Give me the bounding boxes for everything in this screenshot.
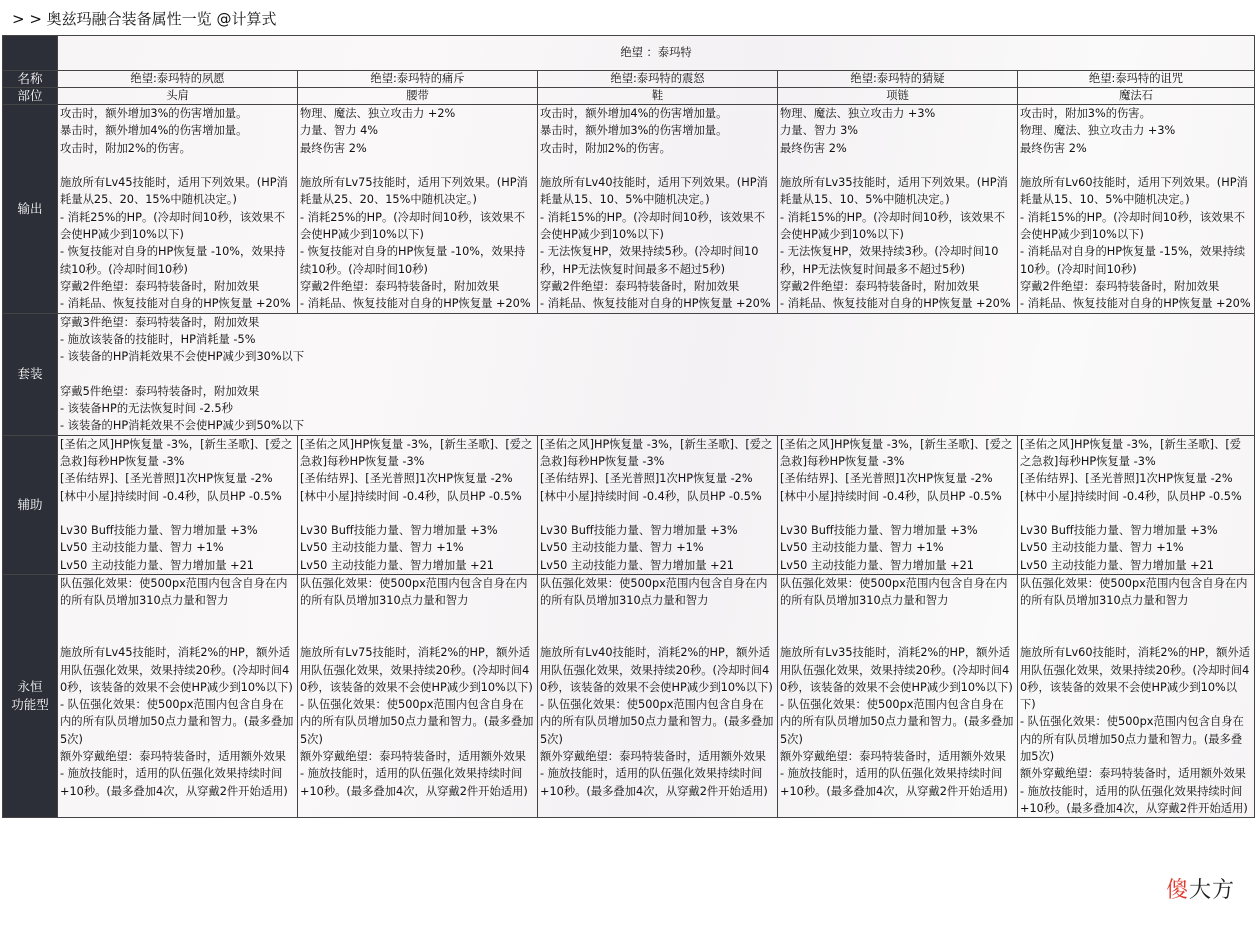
item-name: 绝望:泰玛特的震怒 [538,71,778,88]
support-cell: [圣佑之风]HP恢复量 -3%，[新生圣歌]、[爱之急救]每秒HP恢复量 -3% [圣佑结界]、[圣光普照]1次HP恢复量 -2% [林中小屋]持续时间 -0.4秒，队员HP -0.5% Lv30 Buff技能力量、智力增加量 +3% Lv50 主动技能力量、智力 +1% Lv50 主动技能力量、智力增加量 +21 [778,435,1018,574]
item-name: 绝望:泰玛特的诅咒 [1018,71,1255,88]
eternal-row [3,575,1255,818]
watermark-rest: 大方 [1189,878,1236,903]
row-label-part: 部位 [3,88,58,105]
output-cell: 攻击时，额外增加3%的伤害增加量。 暴击时，额外增加4%的伤害增加量。 攻击时，附加2%的伤害。 施放所有Lv45技能时，适用下列效果。(HP消耗量从25、20、15%中随机决定。) - 消耗25%的HP。(冷却时间10秒，该效果不会使HP减少到10%以下) - 恢复技能对自身的HP恢复量 -10%，效果持续10秒。(冷却时间10秒) 穿戴2件绝望：泰玛特装备时，附加效果 - 消耗品、恢复技能对自身的HP恢复量 +20% [58,105,298,314]
item-part: 鞋 [538,88,778,105]
output-row [3,105,1255,314]
row-label-eternal: 永恒 功能型 [3,575,58,818]
row-label-support: 辅助 [3,435,58,574]
eternal-cell: 队伍强化效果：使500px范围内包含自身在内的所有队员增加310点力量和智力 施放所有Lv60技能时，消耗2%的HP，额外适用队伍强化效果，效果持续20秒。(冷却时间40秒，该装备的效果不会使HP减少到10%以下) - 队伍强化效果：使500px范围内包含自身在内的所有队员增加50点力量和智力。(最多叠加5次) 额外穿戴绝望：泰玛特装备时，适用额外效果 - 施放技能时，适用的队伍强化效果持续时间 +10秒。(最多叠加4次，从穿戴2件开始适用) [1018,575,1255,818]
page-title: > > 奥兹玛融合装备属性一览 @计算式 [12,10,277,28]
support-cell: [圣佑之风]HP恢复量 -3%，[新生圣歌]、[爱之急救]每秒HP恢复量 -3% [圣佑结界]、[圣光普照]1次HP恢复量 -2% [林中小屋]持续时间 -0.4秒，队员HP -0.5% Lv30 Buff技能力量、智力增加量 +3% Lv50 主动技能力量、智力 +1% Lv50 主动技能力量、智力增加量 +21 [58,435,298,574]
support-cell: [圣佑之风]HP恢复量 -3%，[新生圣歌]、[爱之急救]每秒HP恢复量 -3% [圣佑结界]、[圣光普照]1次HP恢复量 -2% [林中小屋]持续时间 -0.4秒，队员HP -0.5% Lv30 Buff技能力量、智力增加量 +3% Lv50 主动技能力量、智力 +1% Lv50 主动技能力量、智力增加量 +21 [538,435,778,574]
item-part: 魔法石 [1018,88,1255,105]
name-row [3,71,1255,88]
equipment-table [2,35,1255,818]
eternal-cell: 队伍强化效果：使500px范围内包含自身在内的所有队员增加310点力量和智力 施放所有Lv40技能时，消耗2%的HP，额外适用队伍强化效果，效果持续20秒。(冷却时间40秒，该装备的效果不会使HP减少到10%以下) - 队伍强化效果：使500px范围内包含自身在内的所有队员增加50点力量和智力。(最多叠加5次) 额外穿戴绝望：泰玛特装备时，适用额外效果 - 施放技能时，适用的队伍强化效果持续时间 +10秒。(最多叠加4次，从穿戴2件开始适用) [538,575,778,818]
item-part: 项链 [778,88,1018,105]
item-part: 腰带 [298,88,538,105]
set-title: 绝望 ：泰玛特 [58,36,1255,71]
item-name: 绝望:泰玛特的猜疑 [778,71,1018,88]
eternal-cell: 队伍强化效果：使500px范围内包含自身在内的所有队员增加310点力量和智力 施放所有Lv45技能时，消耗2%的HP，额外适用队伍强化效果，效果持续20秒。(冷却时间40秒，该装备的效果不会使HP减少到10%以下) - 队伍强化效果：使500px范围内包含自身在内的所有队员增加50点力量和智力。(最多叠加5次) 额外穿戴绝望：泰玛特装备时，适用额外效果 - 施放技能时，适用的队伍强化效果持续时间 +10秒。(最多叠加4次，从穿戴2件开始适用) [58,575,298,818]
watermark-logo [1166,876,1235,906]
corner-cell [3,36,58,71]
set-effect-cell: 穿戴3件绝望：泰玛特装备时，附加效果 - 施放该装备的技能时，HP消耗量 -5% - 该装备的HP消耗效果不会使HP减少到30%以下 穿戴5件绝望：泰玛特装备时，附加效果 - 该装备HP的无法恢复时间 -2.5秒 - 该装备的HP消耗效果不会使HP减少到50%以下 [58,313,1255,435]
item-part: 头肩 [58,88,298,105]
equipment-table-wrapper [2,35,1254,818]
output-cell: 物理、魔法、独立攻击力 +2% 力量、智力 4% 最终伤害 2% 施放所有Lv75技能时，适用下列效果。(HP消耗量从25、20、15%中随机决定。) - 消耗25%的HP。(冷却时间10秒，该效果不会使HP减少到10%以下) - 恢复技能对自身的HP恢复量 -10%，效果持续10秒。(冷却时间10秒) 穿戴2件绝望：泰玛特装备时，附加效果 - 消耗品、恢复技能对自身的HP恢复量 +20% [298,105,538,314]
part-row [3,88,1255,105]
set-row [3,313,1255,435]
output-cell: 攻击时，附加3%的伤害。 物理、魔法、独立攻击力 +3% 最终伤害 2% 施放所有Lv60技能时，适用下列效果。(HP消耗量从15、10、5%中随机决定。) - 消耗15%的HP。(冷却时间10秒，该效果不会使HP减少到10%以下) - 消耗品对自身的HP恢复量 -15%，效果持续10秒。(冷却时间10秒) 穿戴2件绝望：泰玛特装备时，附加效果 - 消耗品、恢复技能对自身的HP恢复量 +20% [1018,105,1255,314]
support-cell: [圣佑之风]HP恢复量 -3%，[新生圣歌]、[爱之急救]每秒HP恢复量 -3% [圣佑结界]、[圣光普照]1次HP恢复量 -2% [林中小屋]持续时间 -0.4秒，队员HP -0.5% Lv30 Buff技能力量、智力增加量 +3% Lv50 主动技能力量、智力 +1% Lv50 主动技能力量、智力增加量 +21 [298,435,538,574]
eternal-cell: 队伍强化效果：使500px范围内包含自身在内的所有队员增加310点力量和智力 施放所有Lv35技能时，消耗2%的HP，额外适用队伍强化效果，效果持续20秒。(冷却时间40秒，该装备的效果不会使HP减少到10%以下) - 队伍强化效果：使500px范围内包含自身在内的所有队员增加50点力量和智力。(最多叠加5次) 额外穿戴绝望：泰玛特装备时，适用额外效果 - 施放技能时，适用的队伍强化效果持续时间 +10秒。(最多叠加4次，从穿戴2件开始适用) [778,575,1018,818]
support-cell: [圣佑之风]HP恢复量 -3%，[新生圣歌]、[爱之急救]每秒HP恢复量 -3% [圣佑结界]、[圣光普照]1次HP恢复量 -2% [林中小屋]持续时间 -0.4秒，队员HP -0.5% Lv30 Buff技能力量、智力增加量 +3% Lv50 主动技能力量、智力 +1% Lv50 主动技能力量、智力增加量 +21 [1018,435,1255,574]
watermark-first-char: 傻 [1166,878,1190,903]
eternal-cell: 队伍强化效果：使500px范围内包含自身在内的所有队员增加310点力量和智力 施放所有Lv75技能时，消耗2%的HP，额外适用队伍强化效果，效果持续20秒。(冷却时间40秒，该装备的效果不会使HP减少到10%以下) - 队伍强化效果：使500px范围内包含自身在内的所有队员增加50点力量和智力。(最多叠加5次) 额外穿戴绝望：泰玛特装备时，适用额外效果 - 施放技能时，适用的队伍强化效果持续时间 +10秒。(最多叠加4次，从穿戴2件开始适用) [298,575,538,818]
output-cell: 攻击时，额外增加4%的伤害增加量。 暴击时，额外增加3%的伤害增加量。 攻击时，附加2%的伤害。 施放所有Lv40技能时，适用下列效果。(HP消耗量从15、10、5%中随机决定。) - 消耗15%的HP。(冷却时间10秒，该效果不会使HP减少到10%以下) - 无法恢复HP，效果持续5秒。(冷却时间10秒，HP无法恢复时间最多不超过5秒) 穿戴2件绝望：泰玛特装备时，附加效果 - 消耗品、恢复技能对自身的HP恢复量 +20% [538,105,778,314]
row-label-name: 名称 [3,71,58,88]
row-label-output: 输出 [3,105,58,314]
item-name: 绝望:泰玛特的痛斥 [298,71,538,88]
item-name: 绝望:泰玛特的夙愿 [58,71,298,88]
row-label-set: 套装 [3,313,58,435]
output-cell: 物理、魔法、独立攻击力 +3% 力量、智力 3% 最终伤害 2% 施放所有Lv35技能时，适用下列效果。(HP消耗量从15、10、5%中随机决定。) - 消耗15%的HP。(冷却时间10秒，该效果不会使HP减少到10%以下) - 无法恢复HP，效果持续3秒。(冷却时间10秒，HP无法恢复时间最多不超过5秒) 穿戴2件绝望：泰玛特装备时，附加效果 - 消耗品、恢复技能对自身的HP恢复量 +20% [778,105,1018,314]
set-title-row [3,36,1255,71]
support-row [3,435,1255,574]
